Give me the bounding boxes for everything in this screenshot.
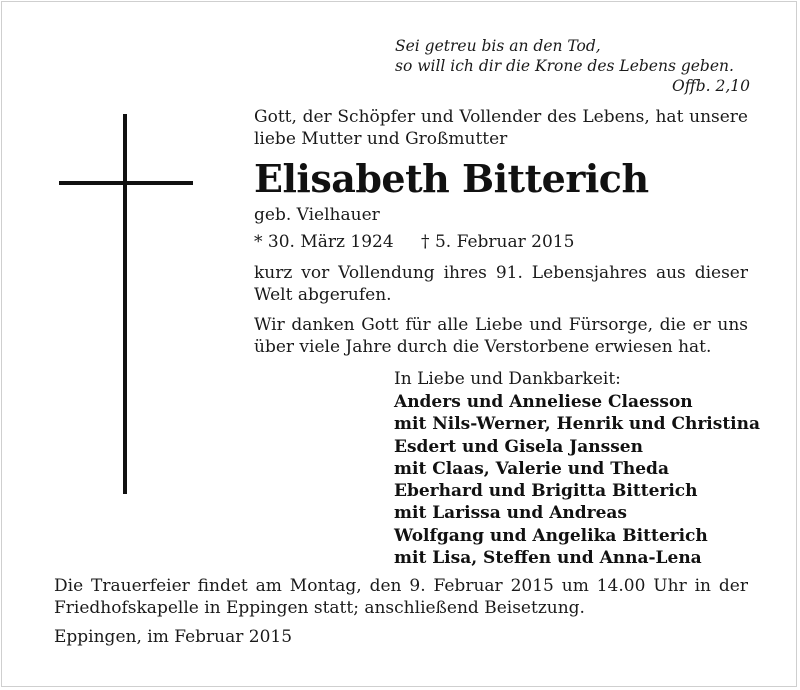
thanks-text: Wir danken Gott für alle Liebe und Fürsorge, die er uns über viele Jahre durch die Verstorbene erwiesen hat.	[254, 315, 748, 357]
death-date: † 5. Februar 2015	[421, 232, 575, 252]
mourner-line: Esdert und Gisela Janssen	[394, 436, 643, 457]
funeral-info: Die Trauerfeier findet am Montag, den 9. Februar 2015 um 14.00 Uhr in der Friedhofskapelle in Eppingen statt; anschließend Beisetzung.	[54, 576, 748, 618]
motto-reference: Offb. 2,10	[672, 77, 750, 95]
motto-line-1: Sei getreu bis an den Tod,	[395, 37, 601, 55]
place-date: Eppingen, im Februar 2015	[54, 627, 293, 647]
mourner-line: mit Lisa, Steffen und Anna-Lena	[394, 548, 702, 569]
mourner-line: mit Claas, Valerie und Theda	[394, 458, 669, 479]
mourner-line: Wolfgang und Angelika Bitterich	[394, 525, 708, 546]
mourner-line: mit Larissa und Andreas	[394, 503, 627, 524]
cross-icon	[59, 114, 193, 494]
life-dates	[254, 231, 748, 253]
deceased-name: Elisabeth Bitterich	[254, 156, 649, 201]
bible-motto	[0, 36, 750, 96]
cross-vertical-bar	[123, 114, 127, 494]
intro-text: Gott, der Schöpfer und Vollender des Lebens, hat unsere liebe Mutter und Großmutter	[254, 107, 748, 149]
cross-horizontal-bar	[59, 181, 193, 185]
mourner-line: mit Nils-Werner, Henrik und Christina	[394, 414, 761, 435]
mourners-list	[394, 391, 760, 569]
mourner-line: Anders und Anneliese Claesson	[394, 392, 693, 412]
mourner-line: Eberhard und Brigitta Bitterich	[394, 481, 698, 502]
motto-line-2: so will ich dir die Krone des Lebens geben.	[395, 57, 734, 75]
called-home-text: kurz vor Vollendung ihres 91. Lebensjahres aus dieser Welt abgerufen.	[254, 263, 748, 305]
birth-date: * 30. März 1924	[254, 232, 394, 252]
maiden-name: geb. Vielhauer	[254, 205, 380, 225]
signoff: In Liebe und Dankbarkeit:	[394, 369, 621, 389]
